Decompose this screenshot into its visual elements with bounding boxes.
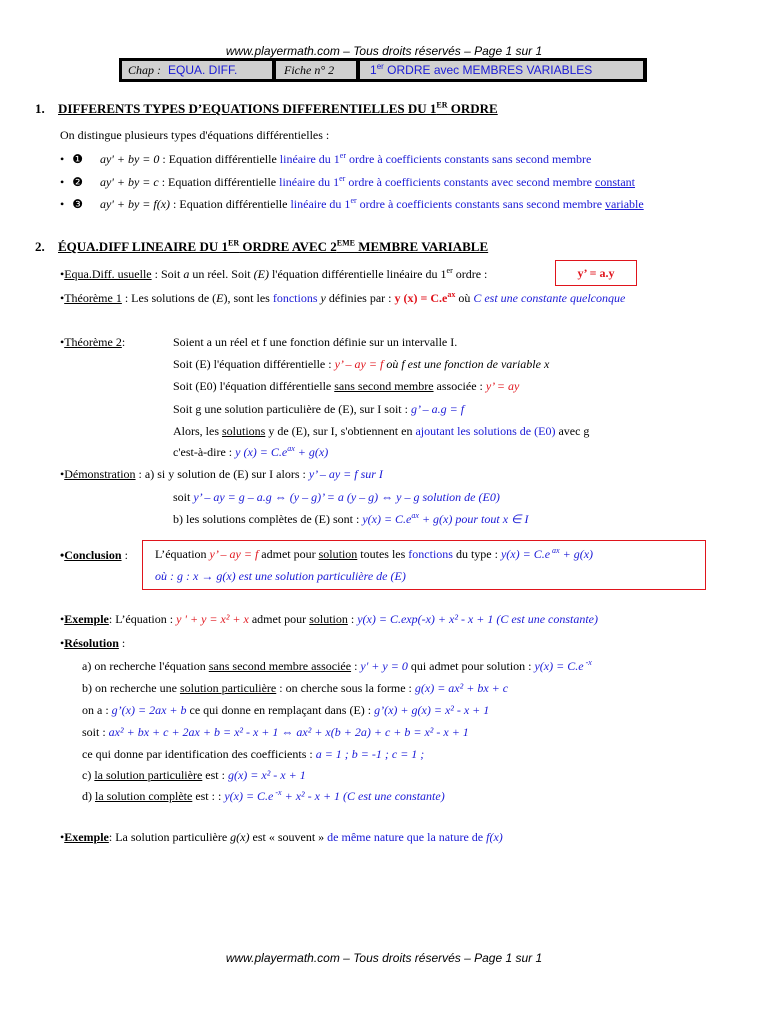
s1-title-a: DIFFERENTS TYPES D’EQUATIONS DIFFERENTIELLES DU 1 xyxy=(58,101,437,116)
t: où f est une fonction de variable x xyxy=(383,357,550,371)
t: ⇔ xyxy=(378,490,397,504)
banner-title-text: ORDRE avec MEMBRES VARIABLES xyxy=(383,63,593,77)
bullet: • xyxy=(60,335,65,349)
t: ax xyxy=(447,290,456,299)
t: c'est-à-dire : xyxy=(173,445,236,459)
s2-sup2: EME xyxy=(336,238,355,248)
bullet: • xyxy=(60,612,65,626)
t: associée : xyxy=(433,379,486,393)
t: ax xyxy=(550,546,560,555)
dem-line-3 xyxy=(173,512,528,527)
usuelle-line xyxy=(60,267,487,282)
t: L’équation xyxy=(155,547,210,561)
t: y(x) = C.e xyxy=(362,512,412,526)
t: avec g xyxy=(555,424,590,438)
t: y(x) = C.exp(-x) + x² - x + 1 xyxy=(357,612,494,626)
section-1-heading xyxy=(58,101,498,116)
lin-text: linéaire du 1 xyxy=(279,152,340,166)
t: (C est une constante) xyxy=(493,612,599,626)
t: : La solution particulière xyxy=(108,830,231,844)
t: y – g solution de (E0) xyxy=(396,490,500,504)
t: : xyxy=(347,612,358,626)
t: solution xyxy=(309,612,348,626)
t: soit : xyxy=(82,725,109,739)
th1-formula: y (x) = C.e xyxy=(394,291,448,305)
page-header: www.playermath.com – Tous droits réservés – Page 1 sur 1 xyxy=(225,44,543,58)
txt: : Equation différentielle xyxy=(159,152,280,166)
t: b) on recherche une xyxy=(82,681,180,695)
t: b) les solutions complètes de (E) sont : xyxy=(173,512,363,526)
t: l'équation différentielle linéaire du 1 xyxy=(268,267,447,281)
t: sans second membre xyxy=(334,379,434,393)
banner-title xyxy=(360,61,643,79)
lin-sup: er xyxy=(350,196,357,205)
res-line-b xyxy=(82,681,508,696)
t: : xyxy=(351,659,361,673)
t: y’ – ay = f sur I xyxy=(308,467,383,481)
bullet: • xyxy=(60,548,65,562)
ex2-label: Exemple xyxy=(64,830,109,844)
resolution-label: •Résolution : xyxy=(60,636,126,650)
t: ax² + bx + c + 2ax + b = x² - x + 1 ⇔ ax² + x(b + 2a) + c + b = x² - x + 1 xyxy=(108,725,469,739)
t: toutes les xyxy=(357,547,409,561)
concl-label: Conclusion xyxy=(64,548,122,562)
t: a) on recherche l'équation xyxy=(82,659,209,673)
t: Soit g une solution particulière de (E), sur I soit : xyxy=(173,402,411,416)
t: C est une constante quelconque xyxy=(473,291,626,305)
s1-title-b: ORDRE xyxy=(447,101,498,116)
t: g(x) = x² - x + 1 xyxy=(227,768,306,782)
t: ce qui donne par identification des coefficients : xyxy=(82,747,316,761)
conclusion-box xyxy=(142,540,706,590)
res-line-e xyxy=(82,747,424,762)
bullet: • xyxy=(60,267,65,281)
t: (y – g)’ = a (y – g) xyxy=(289,490,379,504)
t: ce qui donne en remplaçant dans (E) : xyxy=(186,703,375,717)
t: y(x) = C.e xyxy=(224,789,274,803)
exemple-2 xyxy=(60,830,503,845)
bullet: • xyxy=(60,467,65,481)
s2-sup1: ER xyxy=(227,238,240,248)
t: y(x) = C.e xyxy=(534,659,584,673)
t: g(x) = ax² + bx + c xyxy=(414,681,509,695)
t: y (x) = C.e xyxy=(235,445,288,459)
th1-label: Théorème 1 xyxy=(64,291,122,305)
t: y’ – ay = f xyxy=(209,547,259,561)
t: y’ – ay = f xyxy=(334,357,384,371)
th2-line-1: Soient a un réel et f une fonction définie sur un intervalle I. xyxy=(173,335,458,349)
section-num: 1. xyxy=(35,101,45,116)
concl-line-1 xyxy=(155,547,593,562)
lin-sup: er xyxy=(339,151,346,160)
lin-sup: er xyxy=(339,174,346,183)
t: est : xyxy=(202,768,228,782)
t: Soit (E0) l'équation différentielle xyxy=(173,379,335,393)
res-line-d xyxy=(82,725,469,740)
t: y’ – ay = g – a.g xyxy=(193,490,272,504)
t: ax xyxy=(287,444,295,453)
t: y’ = ay xyxy=(485,379,520,393)
dem-line-2 xyxy=(173,490,500,505)
banner-title-pre: 1 xyxy=(370,63,377,77)
t: fonctions xyxy=(272,291,318,305)
s1-item-3 xyxy=(60,197,644,212)
th2-line-5 xyxy=(173,424,589,439)
s1-item-1 xyxy=(60,152,591,167)
t: : a) si y solution de (E) sur I alors : xyxy=(135,467,309,481)
lin-rest: ordre à coefficients constants avec second membre xyxy=(345,175,596,189)
th2-line-4 xyxy=(173,402,464,417)
t: : Soit xyxy=(151,267,184,281)
t: + g(x) xyxy=(559,547,594,561)
t: la solution complète xyxy=(95,789,193,803)
chapter-cell xyxy=(122,61,272,79)
t: y' + y = 0 xyxy=(360,659,408,673)
lin xyxy=(280,152,592,166)
t: ax xyxy=(411,511,419,520)
bullet: • xyxy=(60,197,65,211)
t: soit xyxy=(173,490,194,504)
t: er xyxy=(446,266,453,275)
banner-title-sup: er xyxy=(376,62,384,71)
t: : Les solutions de ( xyxy=(124,291,217,305)
section-2-heading xyxy=(58,239,488,254)
conclusion-label-line: •Conclusion : xyxy=(60,548,128,562)
page-footer: www.playermath.com – Tous droits réservés – Page 1 sur 1 xyxy=(225,951,543,965)
th2-line-2 xyxy=(173,357,549,372)
chap-label: Chap : xyxy=(128,63,161,77)
t: définies par : xyxy=(325,291,395,305)
eq: ay' + by = 0 xyxy=(99,152,160,166)
t: : on cherche sous la forme : xyxy=(276,681,415,695)
demonstration xyxy=(60,467,383,482)
t: f(x) xyxy=(486,830,503,844)
dem-label: Démonstration xyxy=(64,467,136,481)
t: c) xyxy=(82,768,95,782)
t: + g(x) pour tout x ∈ I xyxy=(418,512,529,526)
t: g(x) xyxy=(230,830,250,844)
res-line-c xyxy=(82,703,489,718)
txt: : Equation différentielle xyxy=(170,197,291,211)
s2-title-c: MEMBRE VARIABLE xyxy=(354,239,489,254)
t: y de (E), sur I, s'obtiennent en xyxy=(265,424,416,438)
t: a = 1 ; b = -1 ; c = 1 ; xyxy=(315,747,425,761)
usuelle-label: Equa.Diff. usuelle xyxy=(64,267,152,281)
t: y ' + y = x² + x xyxy=(176,612,249,626)
section-1-title xyxy=(35,101,498,117)
t: d) xyxy=(82,789,95,803)
th2-line-3 xyxy=(173,379,519,394)
exemple-1 xyxy=(60,612,598,627)
section-2-title xyxy=(35,239,488,255)
theoreme-1 xyxy=(60,291,625,306)
lin-text: linéaire du 1 xyxy=(290,197,351,211)
ex1-label: Exemple xyxy=(64,612,109,626)
t: g’(x) + g(x) = x² - x + 1 xyxy=(374,703,490,717)
t: (E) xyxy=(253,267,269,281)
s1-title-sup: ER xyxy=(436,100,448,110)
circled-1-icon: ❶ xyxy=(72,152,83,166)
chap-value: EQUA. DIFF. xyxy=(168,63,238,77)
bullet: • xyxy=(60,152,65,166)
t: la solution particulière xyxy=(94,768,203,782)
t: g’ – a.g = f xyxy=(410,402,465,416)
bullet: • xyxy=(60,175,65,189)
lin-extra: variable xyxy=(605,197,644,211)
t: un réel. Soit xyxy=(189,267,254,281)
lin-rest: ordre à coefficients constants sans second membre xyxy=(346,152,592,166)
t: + g(x) xyxy=(294,445,329,459)
t: ordre : xyxy=(452,267,488,281)
t: -x xyxy=(583,658,592,667)
circled-3-icon: ❸ xyxy=(72,197,83,211)
t: Alors, les xyxy=(173,424,222,438)
t: on a : xyxy=(82,703,112,717)
t: + x² - x + 1 (C est une constante) xyxy=(281,789,445,803)
s1-intro: On distingue plusieurs types d'équations différentielles : xyxy=(60,128,330,142)
bullet: • xyxy=(60,291,65,305)
lin-extra: constant xyxy=(595,175,636,189)
t: ajoutant les solutions de (E0) xyxy=(415,424,556,438)
lin xyxy=(279,175,635,189)
t: a xyxy=(183,267,190,281)
th2-label: Théorème 2 xyxy=(64,335,122,349)
t: admet pour xyxy=(258,547,319,561)
t: admet pour xyxy=(248,612,310,626)
t: est : : xyxy=(192,789,225,803)
eq: ay' + by = c xyxy=(99,175,159,189)
circled-2-icon: ❷ xyxy=(72,175,83,189)
t: y(x) = C.e xyxy=(500,547,551,561)
lin-rest: ordre à coefficients constants sans second membre xyxy=(356,197,606,211)
t: solution xyxy=(318,547,358,561)
t: y xyxy=(317,291,326,305)
res-line-f xyxy=(82,768,306,783)
colon: : xyxy=(121,335,126,349)
t: ⇔ xyxy=(271,490,290,504)
bullet: • xyxy=(60,636,65,650)
th2-line-6 xyxy=(173,445,328,460)
s2-title-a: ÉQUA.DIFF LINEAIRE DU 1 xyxy=(58,239,228,254)
usuelle-box-text: y’ = a.y xyxy=(577,266,615,280)
t: de même nature que la nature de xyxy=(327,830,487,844)
t: sans second membre associée xyxy=(208,659,352,673)
t: fonctions xyxy=(408,547,453,561)
res-label: Résolution xyxy=(64,636,119,650)
chapter-banner xyxy=(119,58,647,82)
t: g’(x) = 2ax + b xyxy=(111,703,187,717)
fiche-cell: Fiche n° 2 xyxy=(276,61,356,79)
t: solutions xyxy=(222,424,266,438)
theoreme-2-label xyxy=(60,335,125,350)
section-num: 2. xyxy=(35,239,45,254)
res-line-g xyxy=(82,789,445,804)
lin-text: linéaire du 1 xyxy=(279,175,340,189)
s1-item-2 xyxy=(60,175,635,190)
t: ), sont les xyxy=(223,291,273,305)
s2-title-b: ORDRE AVEC 2 xyxy=(239,239,337,254)
t: : L’équation : xyxy=(108,612,177,626)
t: qui admet pour solution : xyxy=(407,659,535,673)
lin xyxy=(290,197,643,211)
eq: ay' + by = f(x) xyxy=(99,197,171,211)
res-line-a xyxy=(82,659,592,674)
bullet: • xyxy=(60,830,65,844)
t: Soit (E) l'équation différentielle : xyxy=(173,357,335,371)
t: est « souvent » xyxy=(249,830,328,844)
t: E xyxy=(216,291,224,305)
concl-line-2: où : g : x → g(x) est une solution particulière de (E) xyxy=(155,569,406,583)
t: solution particulière xyxy=(179,681,277,695)
t: -x xyxy=(273,788,282,797)
txt: : Equation différentielle xyxy=(158,175,280,189)
t: où xyxy=(455,291,474,305)
t: du type : xyxy=(452,547,501,561)
usuelle-box xyxy=(555,260,637,286)
